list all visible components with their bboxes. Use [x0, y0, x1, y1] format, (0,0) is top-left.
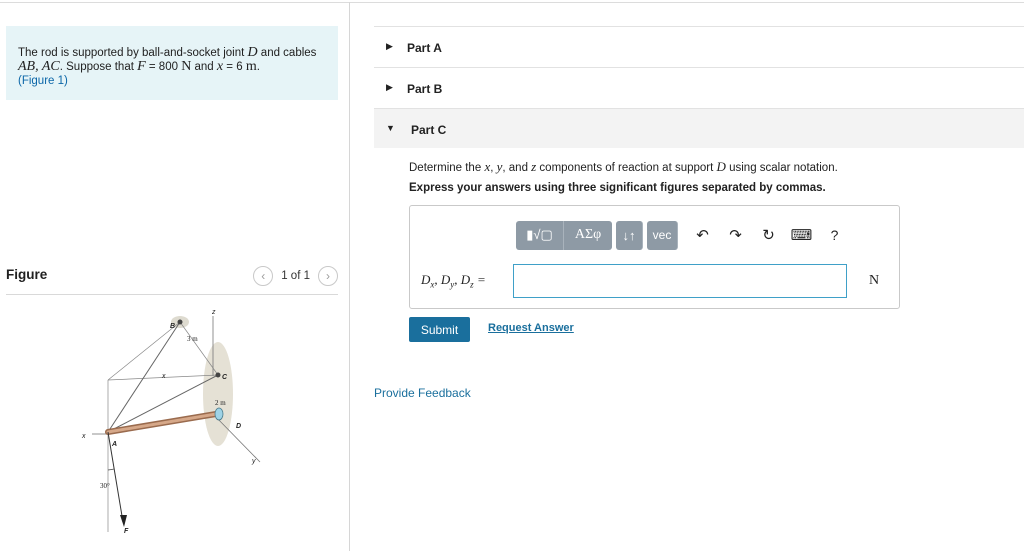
- label-x-axis: x: [82, 433, 86, 440]
- force-eq: = 800: [145, 61, 182, 73]
- problem-mid: and cables: [257, 47, 317, 59]
- question-text: components of reaction at support: [536, 162, 717, 174]
- redo-icon[interactable]: ↷: [729, 227, 742, 244]
- label-c: C: [222, 374, 228, 381]
- parts-list: [374, 26, 1024, 148]
- part-a-title: Part A: [407, 41, 442, 55]
- x-symbol: x: [216, 59, 224, 74]
- force-symbol: F: [137, 59, 146, 74]
- part-c-header[interactable]: [374, 108, 1024, 148]
- hook-c: [216, 373, 221, 378]
- figure-link[interactable]: (Figure 1): [18, 75, 68, 87]
- request-answer-link[interactable]: Request Answer: [488, 322, 574, 334]
- prev-figure-button[interactable]: ‹: [253, 266, 273, 286]
- part-a-header[interactable]: [374, 26, 1024, 67]
- keyboard-icon[interactable]: ⌨: [790, 227, 813, 244]
- figure-image: [70, 302, 290, 546]
- joint-symbol: D: [247, 45, 258, 60]
- label-3m: 3 m: [187, 335, 198, 343]
- force-unit: N: [181, 59, 192, 74]
- expand-icon: ▶: [386, 41, 393, 51]
- column-divider: [349, 2, 350, 551]
- question-z: z: [531, 159, 537, 174]
- label-a: A: [112, 441, 118, 448]
- question-sep: , and: [502, 162, 532, 174]
- figure-counter: 1 of 1: [281, 270, 310, 282]
- next-figure-button[interactable]: ›: [318, 266, 338, 286]
- angle-arc: [108, 469, 114, 470]
- question-text: using scalar notation.: [725, 162, 838, 174]
- problem-statement: [6, 26, 338, 100]
- undo-icon[interactable]: ↶: [696, 227, 709, 244]
- label-z: z: [212, 309, 216, 316]
- label-2m: 2 m: [215, 399, 226, 407]
- templates-button[interactable]: ▮√▢: [516, 221, 564, 250]
- figure-header: [6, 264, 338, 295]
- label-angle: 30°: [100, 482, 110, 490]
- question-x: x: [484, 159, 491, 174]
- problem-intro: The rod is supported by ball-and-socket joint: [18, 47, 248, 59]
- cables-symbols: AB, AC: [18, 59, 60, 74]
- rod-highlight: [108, 414, 216, 432]
- part-b-header[interactable]: [374, 67, 1024, 108]
- construct-line-b: [108, 322, 180, 380]
- vector-button[interactable]: vec: [647, 221, 678, 250]
- question-text: Determine the: [409, 162, 485, 174]
- problem-suppose: . Suppose that: [59, 61, 138, 73]
- top-rule: [0, 2, 1024, 3]
- template-group: [516, 221, 612, 250]
- x-eq: = 6: [223, 61, 246, 73]
- problem-and: and: [191, 61, 217, 73]
- part-c-instruction: Express your answers using three significant figures separated by commas.: [409, 182, 826, 194]
- answer-unit: N: [869, 273, 880, 288]
- subscript-superscript-button[interactable]: ↓↑: [616, 221, 643, 250]
- figure-title: Figure: [6, 267, 48, 282]
- expand-icon: ▶: [386, 82, 393, 92]
- figure-pager: [253, 266, 338, 286]
- hook-b: [178, 320, 183, 325]
- label-f: F: [124, 528, 129, 535]
- question-d: D: [716, 159, 726, 174]
- ball-joint-d: [215, 408, 223, 420]
- force-arrowhead: [120, 515, 127, 527]
- provide-feedback-link[interactable]: Provide Feedback: [374, 386, 471, 400]
- label-y: y: [252, 458, 256, 465]
- question-sep: ,: [490, 162, 497, 174]
- part-c-title: Part C: [411, 123, 447, 137]
- answer-label: $D_x$, $D_y$, $D_z$ =: [421, 272, 486, 290]
- answer-box: [409, 205, 900, 309]
- greek-symbols-button[interactable]: ΑΣφ: [564, 221, 612, 250]
- problem-period: .: [256, 61, 260, 73]
- label-d: D: [236, 423, 242, 430]
- label-b: B: [170, 323, 176, 330]
- collapse-icon: ▼: [386, 123, 395, 133]
- submit-button[interactable]: Submit: [409, 317, 470, 342]
- figure-svg: [70, 302, 290, 546]
- x-unit: m: [245, 59, 257, 74]
- part-c-question: [409, 159, 838, 175]
- part-b-title: Part B: [407, 82, 443, 96]
- answer-input[interactable]: [513, 264, 847, 298]
- reset-icon[interactable]: ↻: [762, 227, 775, 244]
- help-icon[interactable]: ?: [830, 227, 839, 243]
- label-x-mid: x: [162, 373, 166, 380]
- math-toolbar: [516, 220, 851, 250]
- question-y: y: [496, 159, 503, 174]
